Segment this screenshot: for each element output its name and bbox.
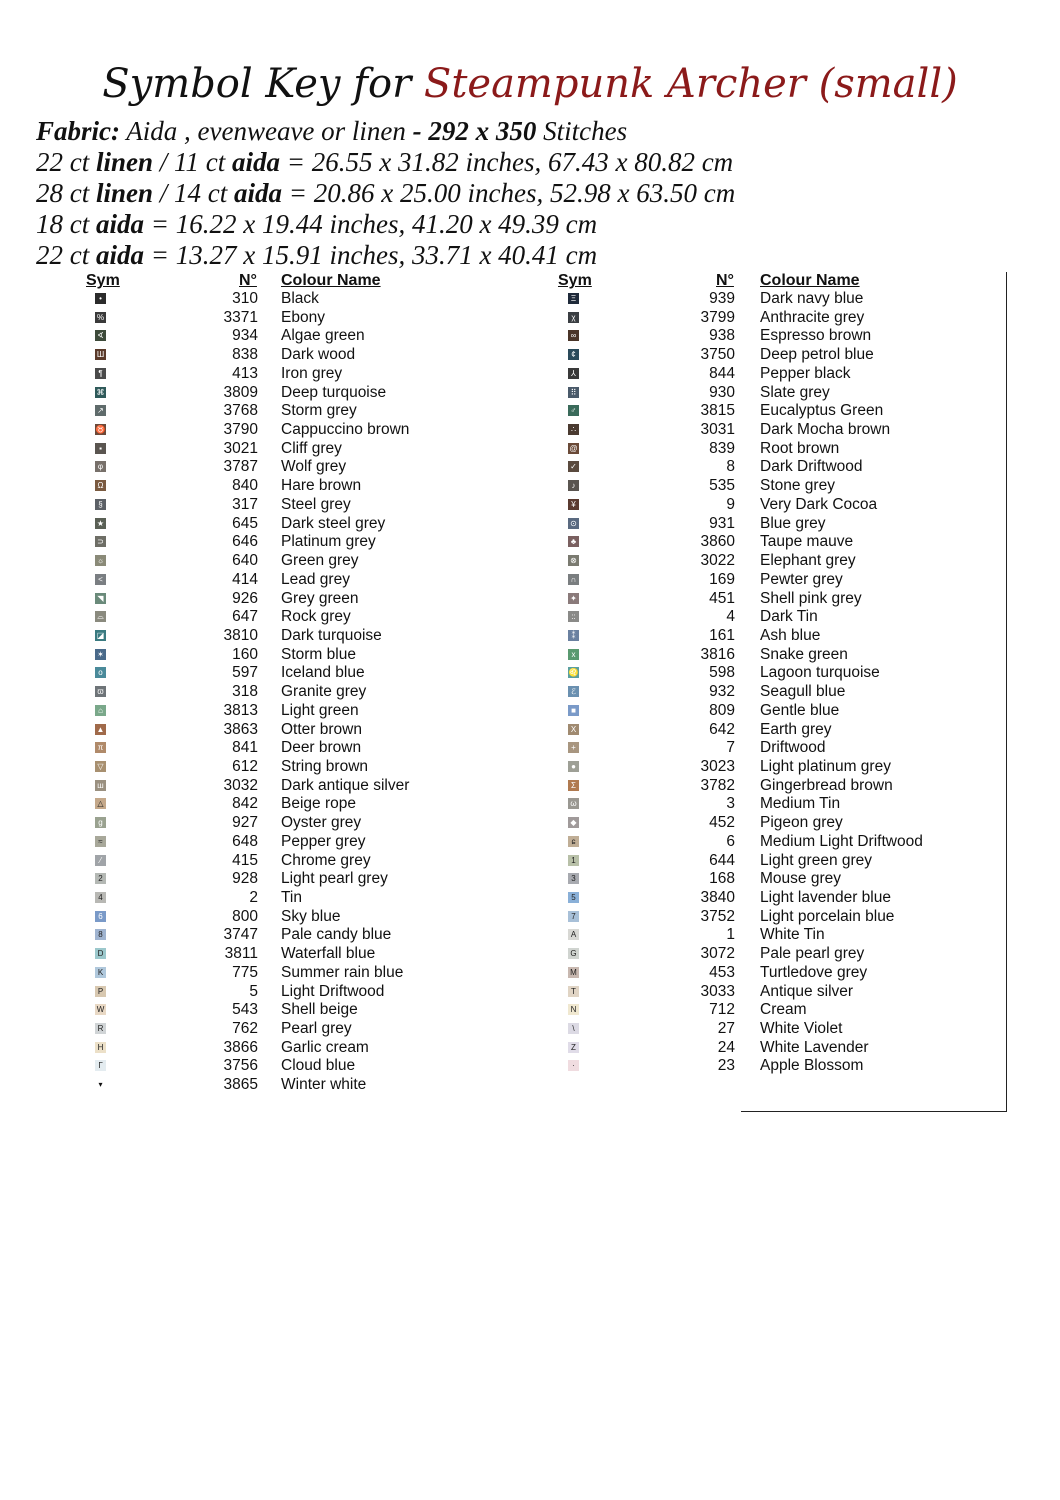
colour-name: Pepper black — [760, 364, 851, 382]
color-symbol-swatch: N — [568, 1004, 579, 1015]
thread-number: 452 — [709, 814, 735, 832]
color-symbol-swatch: ≈ — [95, 836, 106, 847]
colour-name: Espresso brown — [760, 327, 872, 345]
color-symbol-swatch: ♪ — [568, 480, 579, 491]
thread-number: 413 — [232, 364, 258, 382]
color-symbol-swatch: K — [95, 967, 106, 978]
colour-name: Storm blue — [281, 645, 356, 663]
thread-number: 3810 — [223, 626, 258, 644]
colour-name: Light Driftwood — [281, 982, 385, 1000]
thread-number: 3815 — [700, 402, 735, 420]
color-symbol-swatch: ⁄ — [95, 855, 106, 866]
colour-name: Light porcelain blue — [760, 907, 895, 925]
thread-number: 451 — [709, 589, 735, 607]
thread-number: 543 — [232, 1001, 258, 1019]
colour-name: Very Dark Cocoa — [760, 495, 878, 513]
thread-number: 3768 — [223, 402, 258, 420]
color-symbol-swatch: ✓ — [568, 461, 579, 472]
color-symbol-swatch: 2 — [95, 873, 106, 884]
colour-name: Cappuccino brown — [281, 421, 410, 439]
thread-number: 644 — [709, 851, 735, 869]
thread-number: 9 — [726, 495, 735, 513]
colour-name: Steel grey — [281, 495, 351, 513]
color-symbol-swatch: ■ — [568, 705, 579, 716]
color-symbol-swatch: ⁑ — [568, 630, 579, 641]
spec-text: 22 ct — [36, 240, 96, 270]
colour-name: Deep turquoise — [281, 383, 387, 401]
thread-number: 645 — [232, 514, 258, 532]
header-num-left: N° — [239, 272, 257, 289]
thread-number: 646 — [232, 533, 258, 551]
thread-number: 23 — [717, 1057, 735, 1075]
colour-name: Lead grey — [281, 570, 350, 588]
color-symbol-swatch: W — [96, 1005, 105, 1015]
colour-name: Pale candy blue — [281, 926, 392, 944]
color-symbol-swatch: ω — [568, 798, 579, 809]
color-symbol-swatch: ⊗ — [568, 555, 579, 566]
thread-number: 310 — [232, 290, 258, 307]
color-symbol-swatch: ∩ — [568, 574, 579, 585]
colour-name: Antique silver — [760, 982, 854, 1000]
spec-size: - 292 x 350 — [412, 116, 537, 146]
colour-name: Iceland blue — [281, 664, 365, 682]
colour-name: Deep petrol blue — [760, 346, 874, 364]
color-symbol-swatch: g — [95, 817, 106, 828]
colour-name: Medium Tin — [760, 795, 841, 813]
thread-number: 840 — [232, 477, 258, 495]
spec-line-fabric — [36, 116, 1036, 147]
color-symbol-swatch: Ш — [96, 350, 105, 360]
color-symbol-swatch: ⌂ — [95, 705, 106, 716]
colour-name: Otter brown — [281, 720, 362, 738]
thread-number: 161 — [709, 626, 735, 644]
spec-line-22ct-aida — [36, 240, 1036, 271]
colour-name: Algae green — [281, 327, 365, 345]
color-symbol-swatch: 5 — [568, 892, 579, 903]
thread-number: 3371 — [223, 308, 258, 326]
color-symbol-swatch: Ω — [95, 480, 106, 491]
color-symbol-swatch: ♌ — [568, 668, 579, 678]
colour-name: Hare brown — [281, 477, 362, 495]
thread-number: 647 — [232, 608, 258, 626]
colour-name: Waterfall blue — [281, 945, 376, 963]
spec-text: = 13.27 x 15.91 inches, 33.71 x 40.41 cm — [144, 240, 598, 270]
color-symbol-swatch: \ — [568, 1023, 579, 1034]
thread-number: 762 — [232, 1020, 258, 1038]
colour-name: Gentle blue — [760, 701, 840, 719]
colour-name: Shell pink grey — [760, 589, 862, 607]
colour-name: Summer rain blue — [281, 963, 404, 981]
colour-name: Lagoon turquoise — [760, 664, 880, 682]
thread-number: 3809 — [223, 383, 258, 401]
color-symbol-swatch: ⌓ — [95, 611, 106, 622]
thread-number: 3816 — [700, 645, 735, 663]
color-symbol-swatch: ✦ — [568, 593, 579, 604]
color-symbol-swatch: ¶ — [95, 368, 106, 379]
thread-number: 3033 — [700, 982, 735, 1000]
thread-number: 3865 — [223, 1076, 258, 1094]
thread-number: 415 — [232, 851, 258, 869]
thread-number: 928 — [232, 870, 258, 888]
color-symbol-swatch: D — [95, 948, 106, 959]
spec-text: Stitches — [536, 116, 628, 146]
thread-number: 934 — [232, 327, 258, 345]
spec-text: 22 ct — [36, 147, 96, 177]
thread-number: 3750 — [700, 346, 735, 364]
thread-number: 3811 — [224, 945, 258, 963]
colour-name: Sky blue — [281, 907, 341, 925]
thread-number: 930 — [709, 383, 735, 401]
header-name-left: Colour Name — [281, 272, 381, 289]
header-sym-right: Sym — [558, 272, 592, 289]
colour-name: Light green — [281, 701, 359, 719]
thread-number: 3032 — [223, 776, 258, 794]
color-symbol-swatch: 8 — [95, 929, 106, 940]
spec-text: = 26.55 x 31.82 inches, 67.43 x 80.82 cm — [280, 147, 734, 177]
colour-name: Ebony — [281, 308, 325, 326]
thread-number: 168 — [709, 870, 735, 888]
colour-name: Light pearl grey — [281, 870, 388, 888]
color-symbol-swatch: ⅄ — [568, 368, 579, 379]
color-symbol-swatch: ◆ — [568, 817, 579, 828]
colour-name: Root brown — [760, 439, 840, 457]
colour-name: Dark Driftwood — [760, 458, 863, 476]
color-symbol-swatch: ¢ — [568, 349, 579, 360]
color-symbol-swatch: ◥ — [95, 593, 106, 604]
spec-fabric: aida — [232, 147, 281, 177]
color-symbol-swatch: Ξ — [568, 293, 579, 304]
colour-name: Pearl grey — [281, 1020, 352, 1038]
color-symbol-swatch: H — [95, 1042, 106, 1053]
colour-name: Mouse grey — [760, 870, 841, 888]
spec-text: Aida , evenweave or linen — [120, 116, 413, 146]
color-symbol-swatch: 7 — [568, 911, 579, 922]
color-symbol-swatch: § — [95, 499, 106, 510]
color-symbol-swatch: A — [568, 929, 579, 940]
color-symbol-swatch: + — [568, 742, 579, 753]
thread-number: 160 — [232, 645, 258, 663]
thread-number: 3799 — [700, 308, 735, 326]
colour-name: Tin — [281, 889, 302, 906]
spec-text: / 11 ct — [153, 147, 233, 177]
colour-name: Cloud blue — [281, 1057, 356, 1075]
spec-text: = 16.22 x 19.44 inches, 41.20 x 49.39 cm — [144, 209, 598, 239]
colour-name: Beige rope — [281, 795, 356, 813]
colour-name: Garlic cream — [281, 1038, 369, 1056]
thread-number: 3813 — [223, 701, 258, 719]
thread-number: 318 — [232, 683, 258, 701]
thread-number: 3072 — [700, 945, 735, 963]
color-symbol-swatch: • — [95, 293, 106, 304]
colour-name: Apple Blossom — [760, 1057, 864, 1075]
colour-name: Earth grey — [760, 720, 832, 738]
thread-number: 3860 — [700, 533, 735, 551]
color-symbol-swatch: o — [95, 667, 106, 678]
colour-name: Pewter grey — [760, 570, 843, 588]
color-symbol-swatch: ▾ — [98, 1080, 103, 1090]
thread-number: 3747 — [223, 926, 258, 944]
colour-name: Oyster grey — [281, 814, 362, 832]
thread-number: 3 — [726, 795, 735, 813]
thread-number: 1 — [726, 926, 735, 944]
thread-number: 775 — [232, 963, 258, 981]
colour-name: White Lavender — [760, 1038, 869, 1056]
color-symbol-swatch: X — [568, 724, 579, 735]
color-symbol-swatch: ∢ — [95, 330, 106, 341]
colour-name: Cliff grey — [281, 439, 342, 457]
thread-number: 844 — [709, 364, 735, 382]
colour-name: Seagull blue — [760, 683, 846, 701]
color-symbol-swatch: < — [95, 574, 106, 585]
thread-number: 648 — [232, 832, 258, 850]
colour-name: Cream — [760, 1001, 807, 1019]
color-symbol-swatch: G — [568, 948, 579, 959]
fabric-spec — [36, 116, 1036, 271]
thread-number: 926 — [232, 589, 258, 607]
thread-number: 24 — [717, 1038, 735, 1056]
color-symbol-swatch: Г — [95, 1060, 106, 1071]
colour-name: Dark wood — [281, 346, 356, 364]
thread-number: 927 — [232, 814, 258, 832]
color-symbol-swatch: △ — [95, 798, 106, 809]
color-symbol-swatch: 6 — [95, 911, 106, 922]
color-symbol-swatch: χ — [568, 312, 579, 323]
header-name-right: Colour Name — [760, 272, 860, 289]
thread-number: 3756 — [223, 1057, 258, 1075]
color-symbol-swatch: φ — [95, 461, 106, 472]
thread-number: 5 — [249, 982, 258, 1000]
color-symbol-swatch: P — [95, 986, 106, 997]
thread-number: 597 — [232, 664, 258, 682]
colour-name: Blue grey — [760, 514, 826, 532]
color-symbol-swatch: T — [568, 986, 579, 997]
thread-number: 3021 — [223, 439, 258, 457]
spec-line-28ct-linen — [36, 178, 1036, 209]
color-symbol-swatch: ♣ — [568, 536, 579, 547]
colour-name: Pepper grey — [281, 832, 366, 850]
color-symbol-swatch: ✶ — [95, 649, 106, 660]
spec-text: 28 ct — [36, 178, 96, 208]
colour-name: Black — [281, 290, 319, 307]
colour-name: Green grey — [281, 552, 359, 570]
colour-name: Dark turquoise — [281, 626, 382, 644]
colour-name: White Tin — [760, 926, 825, 944]
thread-number: 3752 — [700, 907, 735, 925]
color-symbol-swatch: ϖ — [95, 686, 106, 697]
colour-name: Wolf grey — [281, 458, 347, 476]
spec-fabric: aida — [96, 209, 145, 239]
colour-name: Chrome grey — [281, 851, 371, 869]
color-symbol-swatch: M — [568, 967, 579, 978]
thread-number: 2 — [249, 889, 258, 906]
color-symbol-swatch: ● — [568, 761, 579, 772]
color-symbol-swatch: ▪ — [95, 443, 106, 454]
thread-number: 839 — [709, 439, 735, 457]
colour-name: Light green grey — [760, 851, 873, 869]
thread-number: 27 — [717, 1020, 735, 1038]
colour-name: Platinum grey — [281, 533, 376, 551]
thread-number: 3031 — [700, 421, 735, 439]
colour-name: Pale pearl grey — [760, 945, 865, 963]
thread-number: 169 — [709, 570, 735, 588]
thread-number: 3863 — [223, 720, 258, 738]
color-symbol-swatch: @ — [569, 443, 578, 453]
color-symbol-swatch: ★ — [96, 518, 105, 528]
spec-fabric: linen — [96, 178, 154, 208]
spec-fabric: aida — [234, 178, 283, 208]
thread-number: 3787 — [223, 458, 258, 476]
thread-number: 841 — [232, 739, 258, 757]
colour-name: Dark Mocha brown — [760, 421, 891, 439]
color-symbol-swatch: ⠿ — [568, 387, 579, 398]
thread-number: 939 — [709, 290, 735, 307]
thread-number: 4 — [726, 608, 735, 626]
colour-name: Pigeon grey — [760, 814, 843, 832]
border-vertical — [1006, 272, 1007, 1112]
colour-name: Storm grey — [281, 402, 357, 420]
color-symbol-swatch: ♂ — [568, 405, 579, 416]
thread-number: 3023 — [700, 757, 735, 775]
spec-text: / 14 ct — [153, 178, 235, 208]
color-symbol-swatch: π — [95, 742, 106, 753]
color-symbol-swatch: ∞ — [568, 330, 579, 341]
color-symbol-swatch: ♉ — [95, 425, 106, 435]
colour-name: Dark navy blue — [760, 290, 864, 307]
colour-name: Ash blue — [760, 626, 821, 644]
color-symbol-swatch: ▲ — [96, 724, 105, 734]
header-num-right: N° — [716, 272, 734, 289]
color-symbol-swatch: ⊃ — [95, 536, 106, 547]
spec-label: Fabric: — [36, 116, 120, 146]
thread-number: 6 — [726, 832, 735, 850]
color-symbol-swatch: ∴ — [568, 424, 579, 435]
thread-number: 317 — [232, 495, 258, 513]
thread-number: 3866 — [223, 1038, 258, 1056]
border-horizontal — [741, 1111, 1007, 1112]
color-symbol-swatch: ▽ — [95, 761, 106, 772]
thread-number: 642 — [709, 720, 735, 738]
color-symbol-swatch: ☼ — [96, 556, 105, 566]
thread-number: 453 — [709, 963, 735, 981]
color-symbol-swatch: ↗ — [95, 405, 106, 416]
color-symbol-swatch: R — [95, 1023, 106, 1034]
spec-fabric: aida — [96, 240, 145, 270]
colour-name: Dark antique silver — [281, 776, 410, 794]
colour-name: Deer brown — [281, 739, 362, 757]
thread-number: 3782 — [700, 776, 735, 794]
thread-number: 800 — [232, 907, 258, 925]
colour-name: Snake green — [760, 645, 848, 663]
colour-name: Turtledove grey — [760, 963, 868, 981]
color-symbol-swatch: ¥ — [568, 499, 579, 510]
thread-number: 8 — [726, 458, 735, 476]
colour-name: Rock grey — [281, 608, 351, 626]
colour-name: Light lavender blue — [760, 889, 891, 906]
colour-name: Shell beige — [281, 1001, 358, 1019]
thread-number: 612 — [232, 757, 258, 775]
color-symbol-swatch: Z — [568, 1042, 579, 1053]
thread-number: 932 — [709, 683, 735, 701]
thread-number: 7 — [726, 739, 735, 757]
color-symbol-swatch: 3 — [568, 873, 579, 884]
pattern-name: Steampunk Archer (small) — [423, 61, 958, 107]
colour-name: Dark steel grey — [281, 514, 386, 532]
thread-number: 3790 — [223, 421, 258, 439]
colour-name: Granite grey — [281, 683, 367, 701]
colour-name: Iron grey — [281, 364, 343, 382]
color-symbol-swatch: ◪ — [96, 630, 105, 640]
thread-number: 3022 — [700, 552, 735, 570]
header-sym-left: Sym — [86, 272, 120, 289]
thread-number: 414 — [232, 570, 258, 588]
spec-line-22ct-linen — [36, 147, 1036, 178]
color-symbol-swatch: · — [568, 1060, 579, 1071]
colour-name: Medium Light Driftwood — [760, 832, 923, 850]
color-symbol-swatch: 4 — [95, 892, 106, 903]
thread-number: 598 — [709, 664, 735, 682]
color-symbol-swatch: ⌘ — [96, 387, 105, 397]
color-symbol-swatch: % — [96, 312, 105, 322]
thread-number: 938 — [709, 327, 735, 345]
thread-number: 3840 — [700, 889, 735, 906]
colour-name: Elephant grey — [760, 552, 856, 570]
colour-name: Winter white — [281, 1076, 367, 1094]
spec-fabric: linen — [96, 147, 154, 177]
colour-name: Anthracite grey — [760, 308, 865, 326]
colour-name: Driftwood — [760, 739, 826, 757]
color-symbol-swatch: ɕ — [568, 836, 579, 847]
spec-text: = 20.86 x 25.00 inches, 52.98 x 63.50 cm — [282, 178, 736, 208]
title-prefix: Symbol Key for — [102, 61, 412, 107]
thread-number: 838 — [232, 346, 258, 364]
thread-number: 809 — [709, 701, 735, 719]
color-symbol-swatch: ш — [95, 780, 106, 791]
thread-number: 535 — [709, 477, 735, 495]
colour-name: Grey green — [281, 589, 359, 607]
colour-name: Light platinum grey — [760, 757, 891, 775]
colour-name: Dark Tin — [760, 608, 818, 626]
page-title — [0, 56, 1060, 112]
thread-number: 842 — [232, 795, 258, 813]
colour-name: Gingerbread brown — [760, 776, 893, 794]
colour-name: Eucalyptus Green — [760, 402, 884, 420]
color-symbol-swatch: ⊙ — [568, 518, 579, 529]
color-symbol-swatch: :: — [568, 611, 579, 622]
color-symbol-swatch: x — [568, 649, 579, 660]
colour-name: String brown — [281, 757, 369, 775]
thread-number: 931 — [709, 514, 735, 532]
colour-name: Taupe mauve — [760, 533, 854, 551]
thread-number: 640 — [232, 552, 258, 570]
color-symbol-swatch: Σ — [568, 780, 579, 791]
spec-text: 18 ct — [36, 209, 96, 239]
colour-name: White Violet — [760, 1020, 843, 1038]
colour-name: Slate grey — [760, 383, 830, 401]
color-symbol-swatch: ℰ — [568, 686, 579, 697]
colour-name: Stone grey — [760, 477, 835, 495]
spec-line-18ct-aida — [36, 209, 1036, 240]
color-symbol-swatch: 1 — [568, 855, 579, 866]
thread-number: 712 — [709, 1001, 735, 1019]
